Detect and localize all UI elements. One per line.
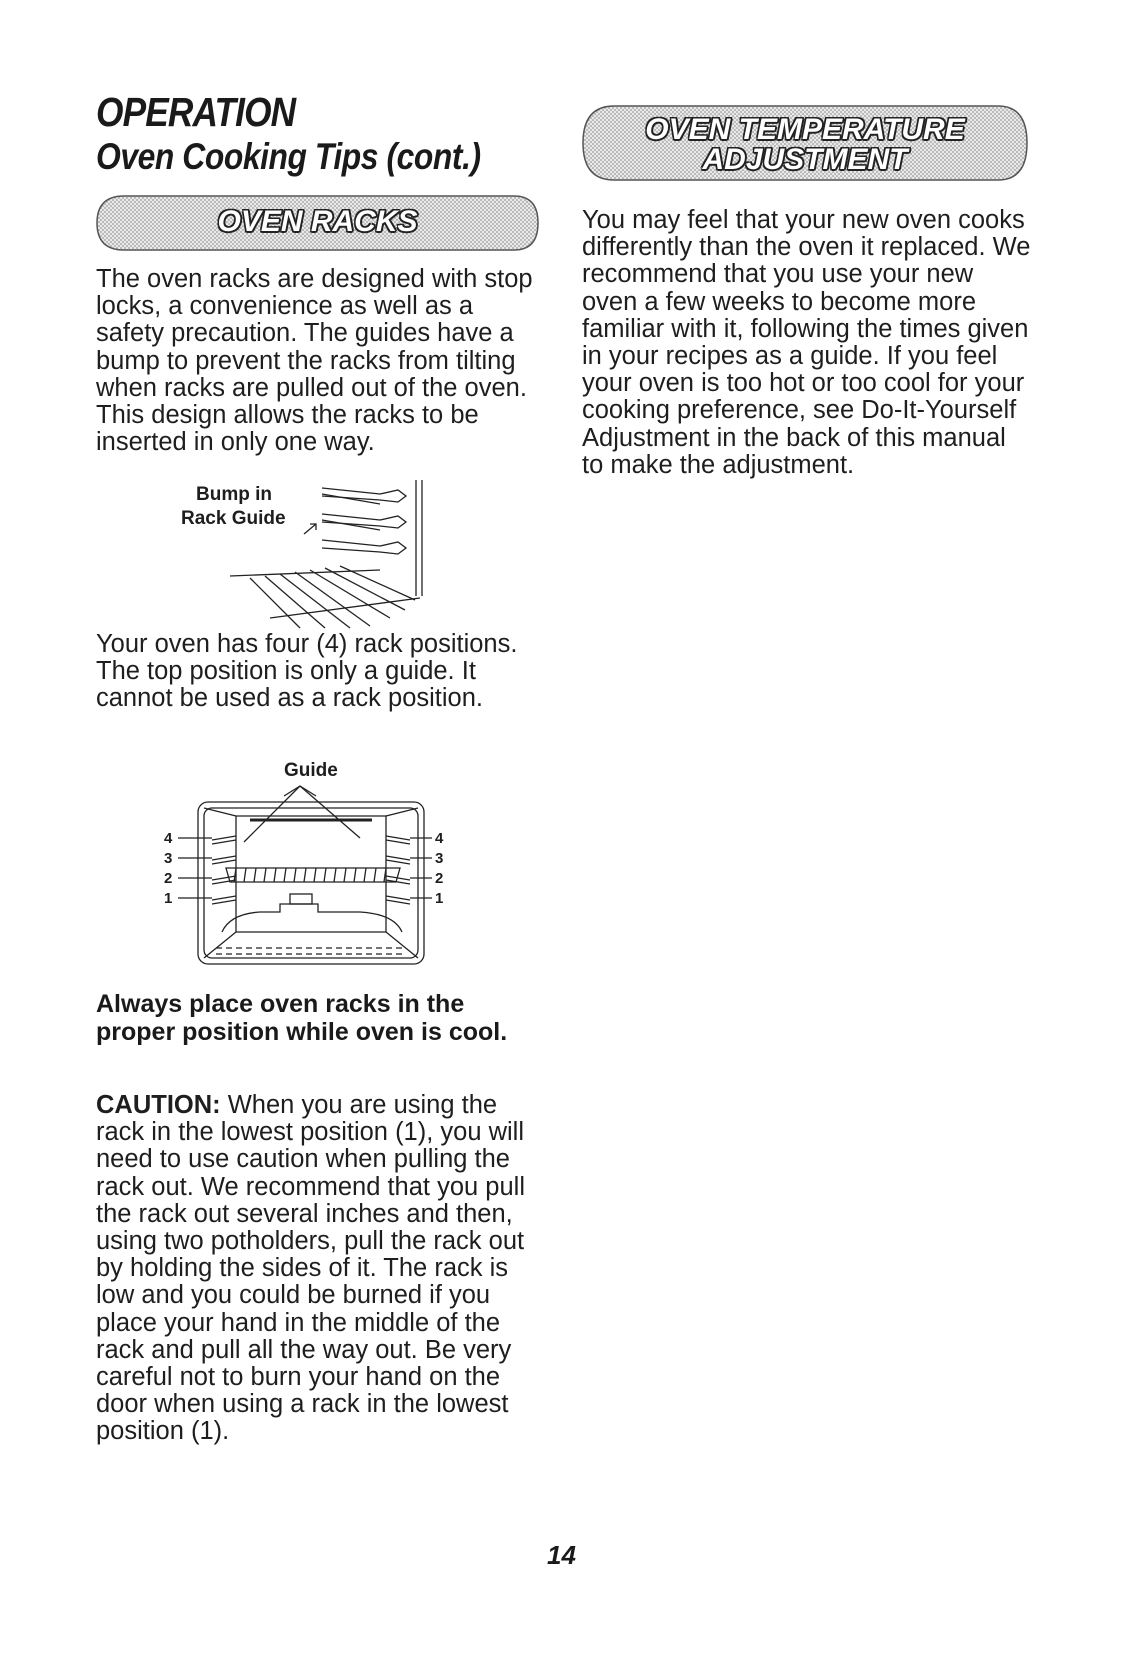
rack-safety-note: Always place oven racks in the proper position while oven is cool. <box>96 990 508 1046</box>
racks-intro-paragraph: The oven racks are designed with stop locks, a convenience as well as a safety precaution. The guides have a bump to prevent the racks from tilting when racks are pulled out of the oven. This design allows the racks to be inserted in only one way. <box>96 265 533 457</box>
oven-racks-banner <box>94 193 541 253</box>
caution-paragraph <box>96 1092 546 1446</box>
page-subtitle: Oven Cooking Tips (cont.) <box>96 136 481 177</box>
rack-position-3-right: 3 <box>435 850 444 867</box>
figure1-label-line2: Rack Guide <box>181 508 286 529</box>
figure1-label-line1: Bump in <box>196 484 272 505</box>
oven-temperature-banner-line2: ADJUSTMENT <box>702 143 908 176</box>
rack-position-1-right: 1 <box>435 890 444 907</box>
section-heading: OPERATION <box>96 89 296 135</box>
figure2-label: Guide <box>284 760 338 781</box>
caution-text: When you are using the rack in the lowest position (1), you will need to use caution when pulling the rack out. We recommend that you pull the rack out several inches and then, using two potholders, pull the rack out by holding the sides of it. The rack is low and you could be burned if you place your hand in the middle of the rack and pull all the way out. Be very careful not to burn your hand on the door when using a rack in the lowest position (1). <box>96 1091 525 1446</box>
temperature-adjustment-paragraph: You may feel that your new oven cooks differently than the oven it replaced. We recommend that you use your new oven a few weeks to become more familiar with it, following the times given in your recipes as a guide. If you feel your oven is too hot or too cool for your cooking preference, see Do-It-Yourself Adjustment in the back of this manual to make the adjustment. <box>582 206 1031 479</box>
oven-temperature-banner-line1: OVEN TEMPERATURE <box>645 113 965 146</box>
rack-positions-paragraph: Your oven has four (4) rack positions. The top position is only a guide. It cannot be used as a rack position. <box>96 630 518 713</box>
oven-temperature-banner <box>580 103 1030 183</box>
oven-racks-banner-label: OVEN RACKS <box>217 205 418 238</box>
page-number: 14 <box>547 1540 576 1570</box>
rack-position-2-right: 2 <box>435 870 444 887</box>
rack-position-4-right: 4 <box>435 830 444 847</box>
rack-position-4-left: 4 <box>164 830 173 847</box>
oven-cavity-illustration-icon <box>150 782 450 967</box>
caution-label: CAUTION: <box>96 1091 221 1119</box>
rack-position-3-left: 3 <box>164 850 173 867</box>
rack-guide-illustration-icon <box>230 478 440 633</box>
rack-position-1-left: 1 <box>164 890 173 907</box>
rack-position-2-left: 2 <box>164 870 173 887</box>
